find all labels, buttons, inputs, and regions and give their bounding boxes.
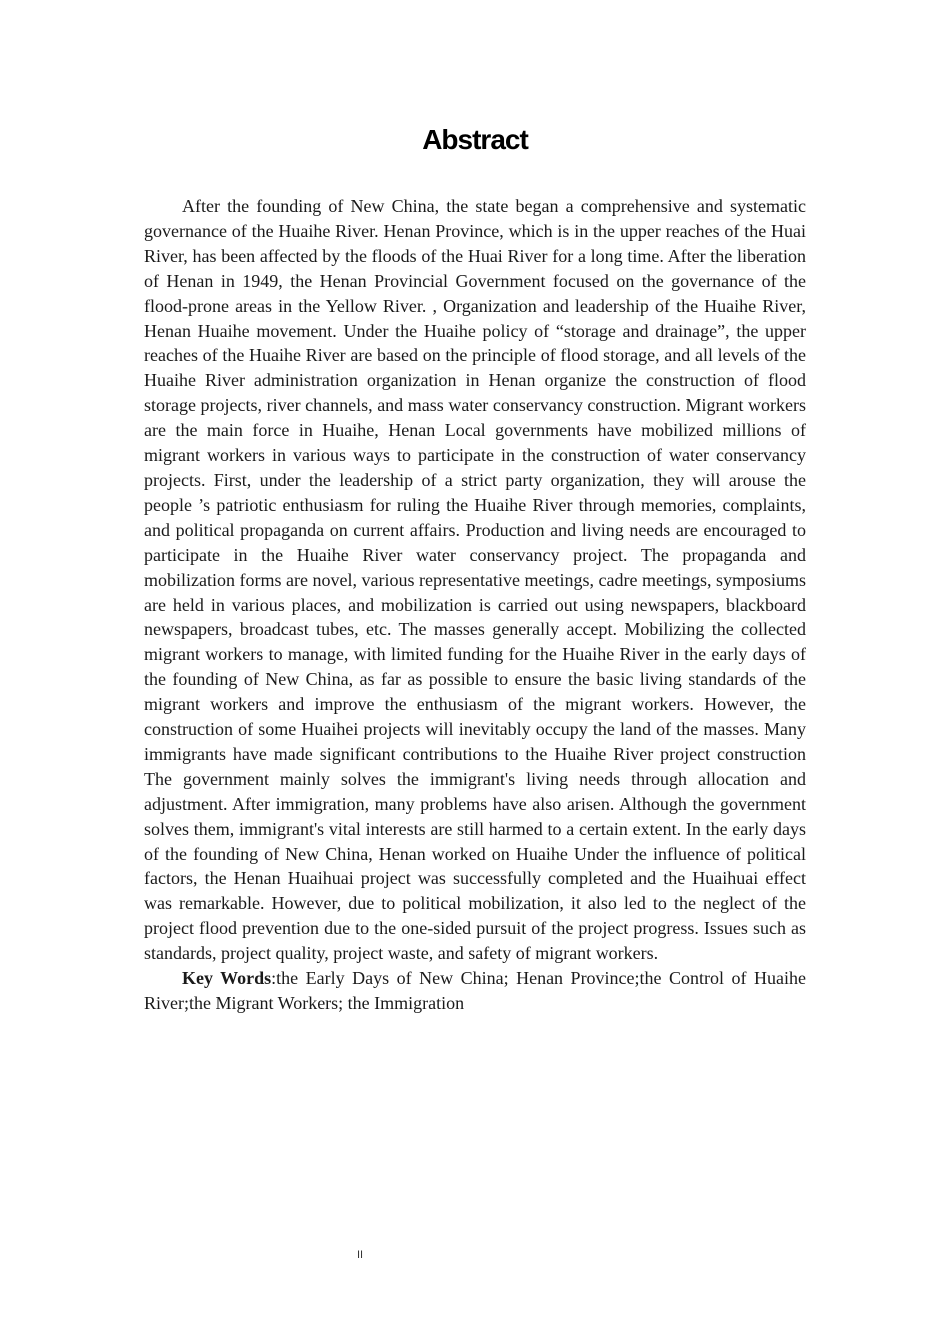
page-title: Abstract [422,124,528,155]
keywords-paragraph [144,966,806,1016]
abstract-body [144,194,806,1016]
page-number: II [357,1249,364,1261]
keywords-label: Key Words [182,968,272,989]
abstract-paragraph: After the founding of New China, the state began a comprehensive and systematic governance of the Huaihe River. Henan Province, which is in the upper reaches of the Huai River, has been affected by the floods of the Huai River for a long time. After the liberation of Henan in 1949, the Henan Provincial Government focused on the governance of the flood-prone areas in the Yellow River. , Organization and leadership of the Huaihe River, Henan Huaihe movement. Under the Huaihe policy of “storage and drainage”, the upper reaches of the Huaihe River are based on the principle of flood storage, and all levels of the Huaihe River administration organization in Henan organize the construction of flood storage projects, river channels, and mass water conservancy construction. Migrant workers are the main force in Huaihe, Henan Local governments have mobilized millions of migrant workers in various ways to participate in the construction of water conservancy projects. First, under the leadership of a strict party organization, they will arouse the people ’s patriotic enthusiasm for ruling the Huaihe River through memories, complaints, and political propaganda on current affairs. Production and living needs are encouraged to participate in the Huaihe River water conservancy project. The propaganda and mobilization forms are novel, various representative meetings, cadre meetings, symposiums are held in various places, and mobilization is carried out using newspapers, blackboard newspapers, broadcast tubes, etc. The masses generally accept. Mobilizing the collected migrant workers to manage, with limited funding for the Huaihe River in the early days of the founding of New China, as far as possible to ensure the basic living standards of the migrant workers and improve the enthusiasm of the migrant workers. However, the construction of some Huaihei projects will inevitably occupy the land of the masses. Many immigrants have made significant contributions to the Huaihe River project construction The government mainly solves the immigrant's living needs through allocation and adjustment. After immigration, many problems have also arisen. Although the government solves them, immigrant's vital interests are still harmed to a certain extent. In the early days of the founding of New China, Henan worked on Huaihe Under the influence of political factors, the Henan Huaihuai project was successfully completed and the Huaihuai effect was remarkable. However, due to political mobilization, it also led to the neglect of the project flood prevention due to the one-sided pursuit of the project progress. Issues such as standards, project quality, project waste, and safety of migrant workers. [144,196,806,964]
keywords-list: :the Early Days of New China; Henan Province;the Control of Huaihe River;the Migrant Workers; the Immigration [144,968,806,1013]
